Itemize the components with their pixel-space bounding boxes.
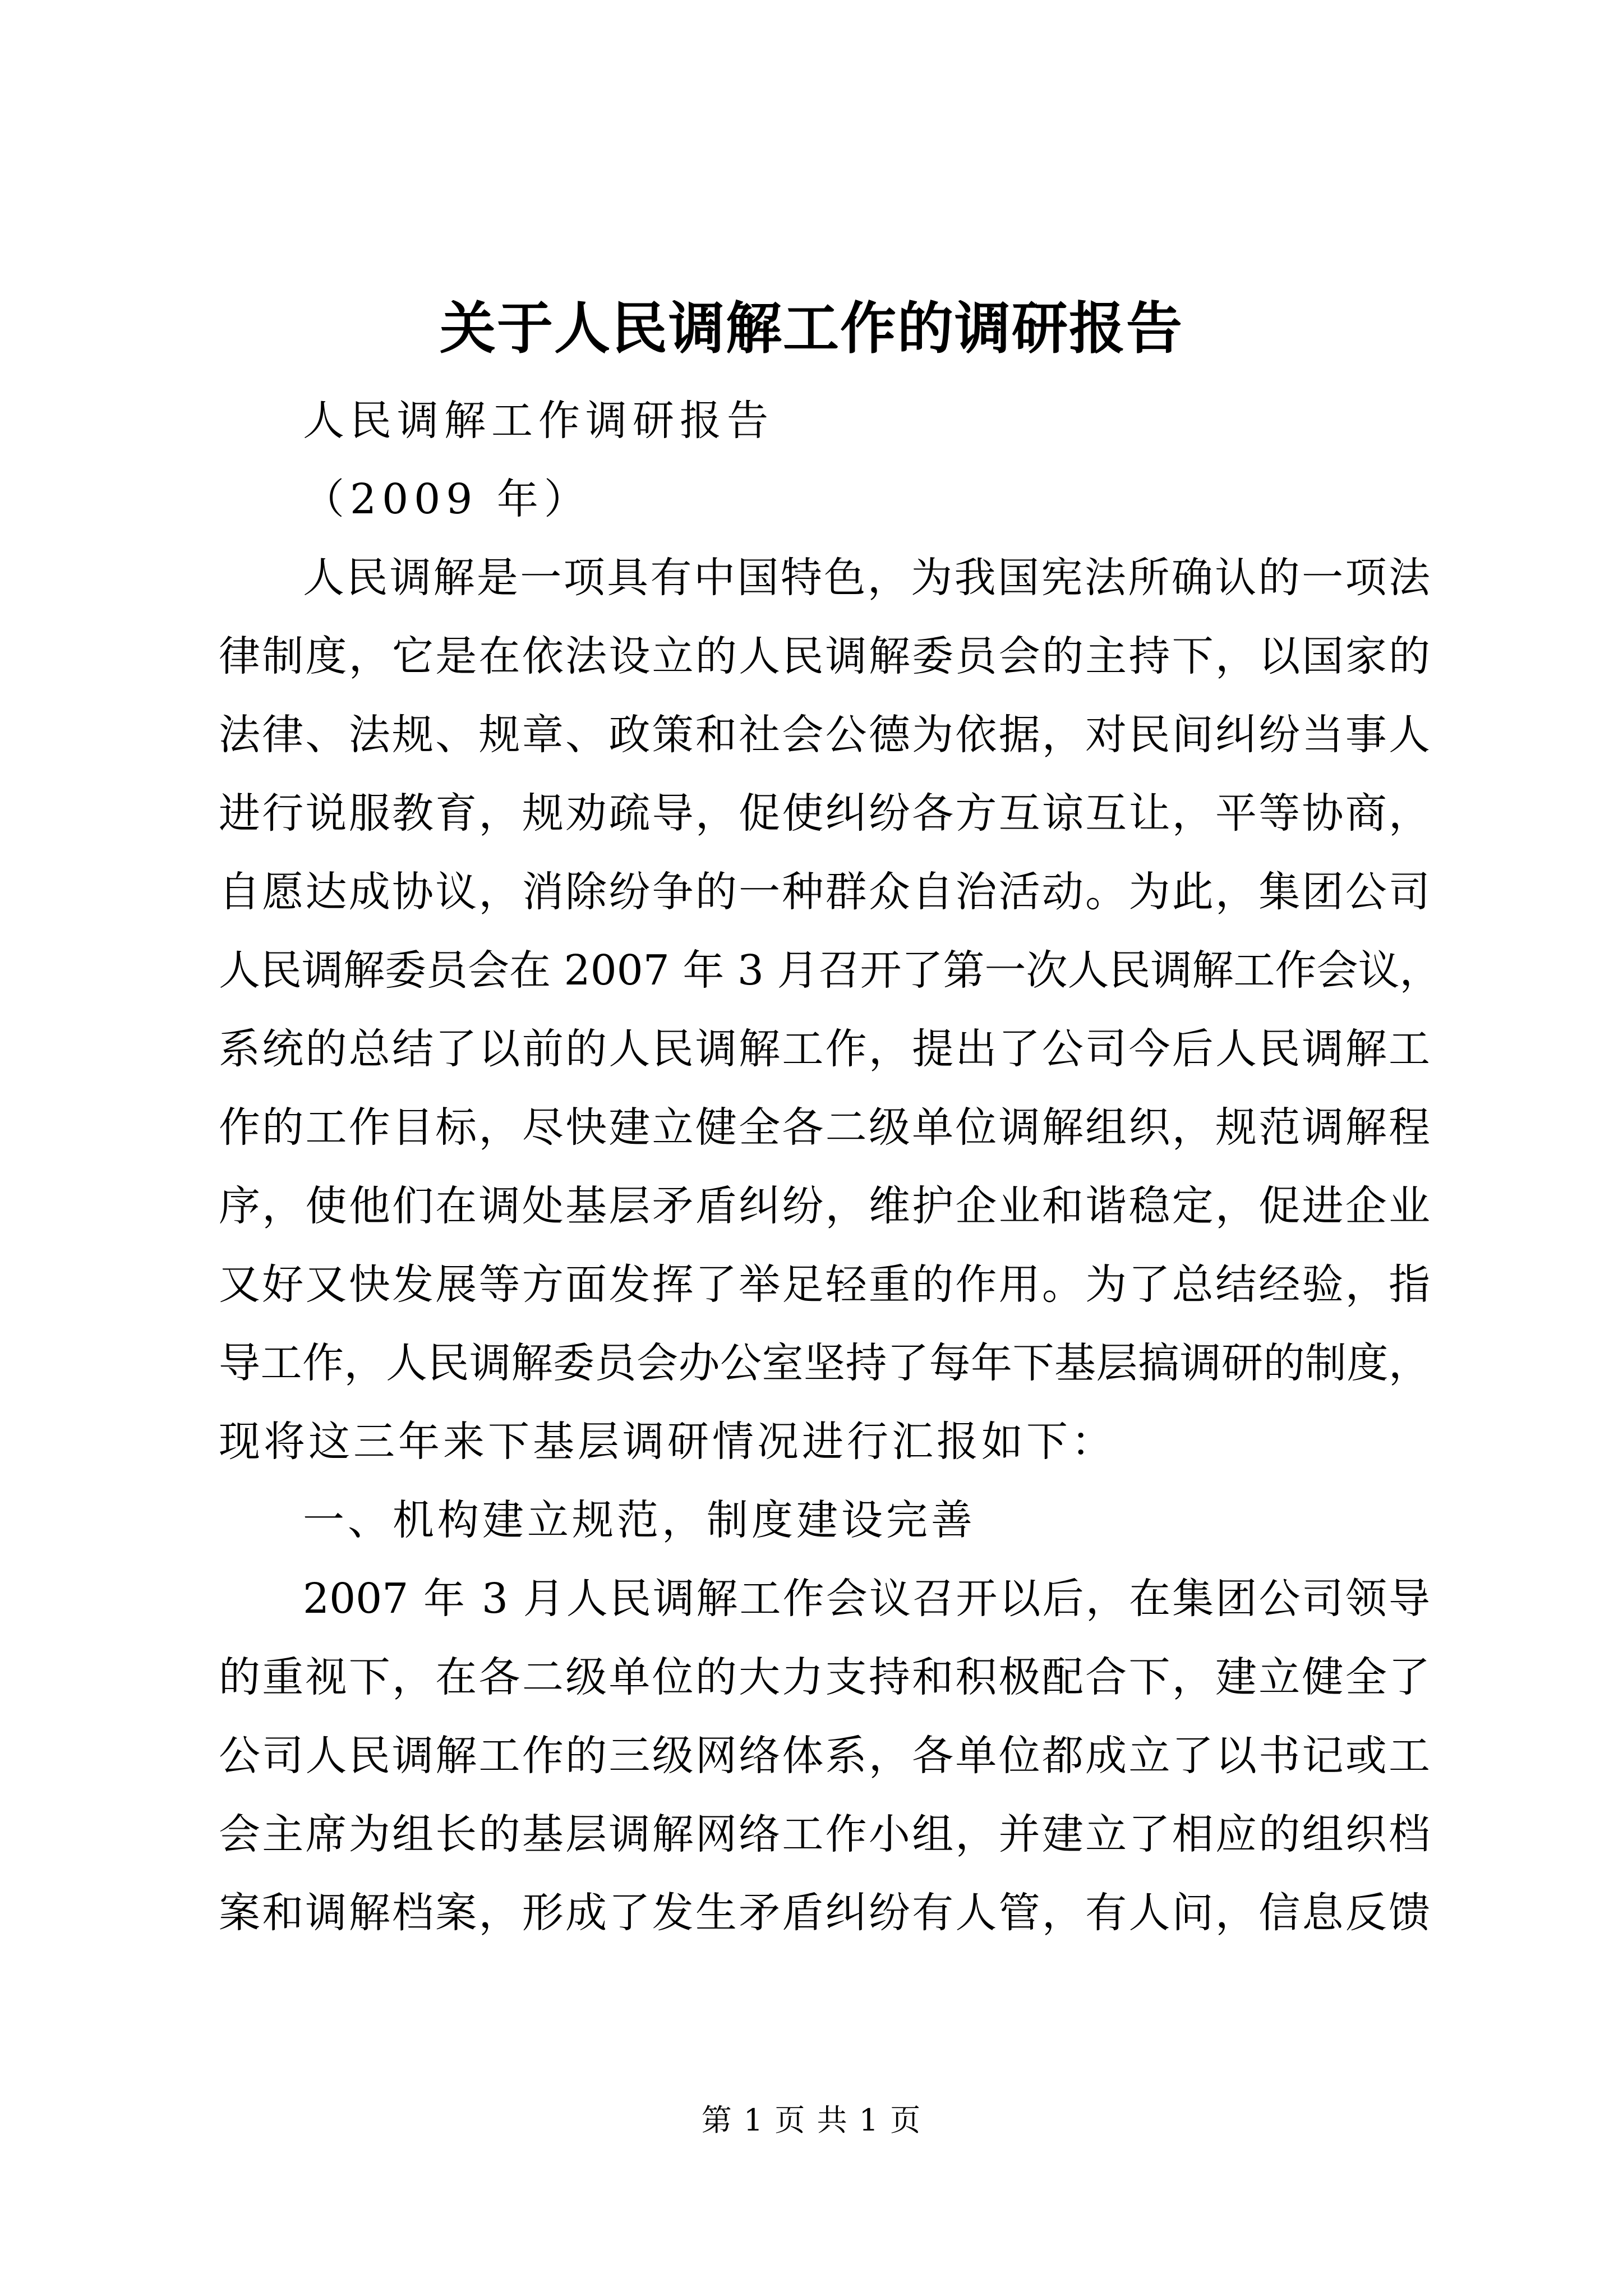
report-year: （2009 年） (303, 475, 591, 523)
document-title: 关于人民调解工作的调研报告 (440, 295, 1183, 361)
paragraph-line: 进行说服教育，规劝疏导，促使纠纷各方互谅互让，平等协商， (219, 789, 1430, 838)
paragraph-line: 序，使他们在调处基层矛盾纠纷，维护企业和谐稳定，促进企业 (219, 1182, 1430, 1230)
paragraph-line: 又好又快发展等方面发挥了举足轻重的作用。为了总结经验，指 (219, 1260, 1430, 1309)
section-heading: 一、机构建立规范，制度建设完善 (303, 1496, 976, 1544)
paragraph-line: 会主席为组长的基层调解网络工作小组，并建立了相应的组织档 (219, 1810, 1430, 1858)
paragraph-line: 人民调解委员会在 2007 年 3 月召开了第一次人民调解工作会议， (219, 946, 1441, 995)
paragraph-line: 律制度，它是在依法设立的人民调解委员会的主持下，以国家的 (219, 632, 1430, 680)
report-subtitle: 人民调解工作调研报告 (303, 397, 774, 445)
page-footer: 第 1 页 共 1 页 (701, 2102, 922, 2138)
paragraph-line: 系统的总结了以前的人民调解工作，提出了公司今后人民调解工 (219, 1025, 1430, 1073)
paragraph-line: 法律、法规、规章、政策和社会公德为依据，对民间纠纷当事人 (219, 711, 1430, 759)
paragraph-line: 现将这三年来下基层调研情况进行汇报如下： (219, 1418, 1116, 1466)
paragraph-line: 作的工作目标，尽快建立健全各二级单位调解组织，规范调解程 (219, 1103, 1430, 1152)
paragraph-line: 导工作，人民调解委员会办公室坚持了每年下基层搞调研的制度， (219, 1339, 1430, 1387)
paragraph-line: 的重视下，在各二级单位的大力支持和积极配合下，建立健全了 (219, 1653, 1430, 1701)
paragraph-line: 自愿达成协议，消除纷争的一种群众自治活动。为此，集团公司 (219, 868, 1430, 916)
paragraph-line: 人民调解是一项具有中国特色，为我国宪法所确认的一项法 (303, 554, 1430, 602)
paragraph-line: 公司人民调解工作的三级网络体系，各单位都成立了以书记或工 (219, 1732, 1430, 1780)
paragraph-line: 2007 年 3 月人民调解工作会议召开以后，在集团公司领导 (303, 1575, 1430, 1623)
paragraph-line: 案和调解档案，形成了发生矛盾纠纷有人管，有人问，信息反馈 (219, 1889, 1430, 1937)
